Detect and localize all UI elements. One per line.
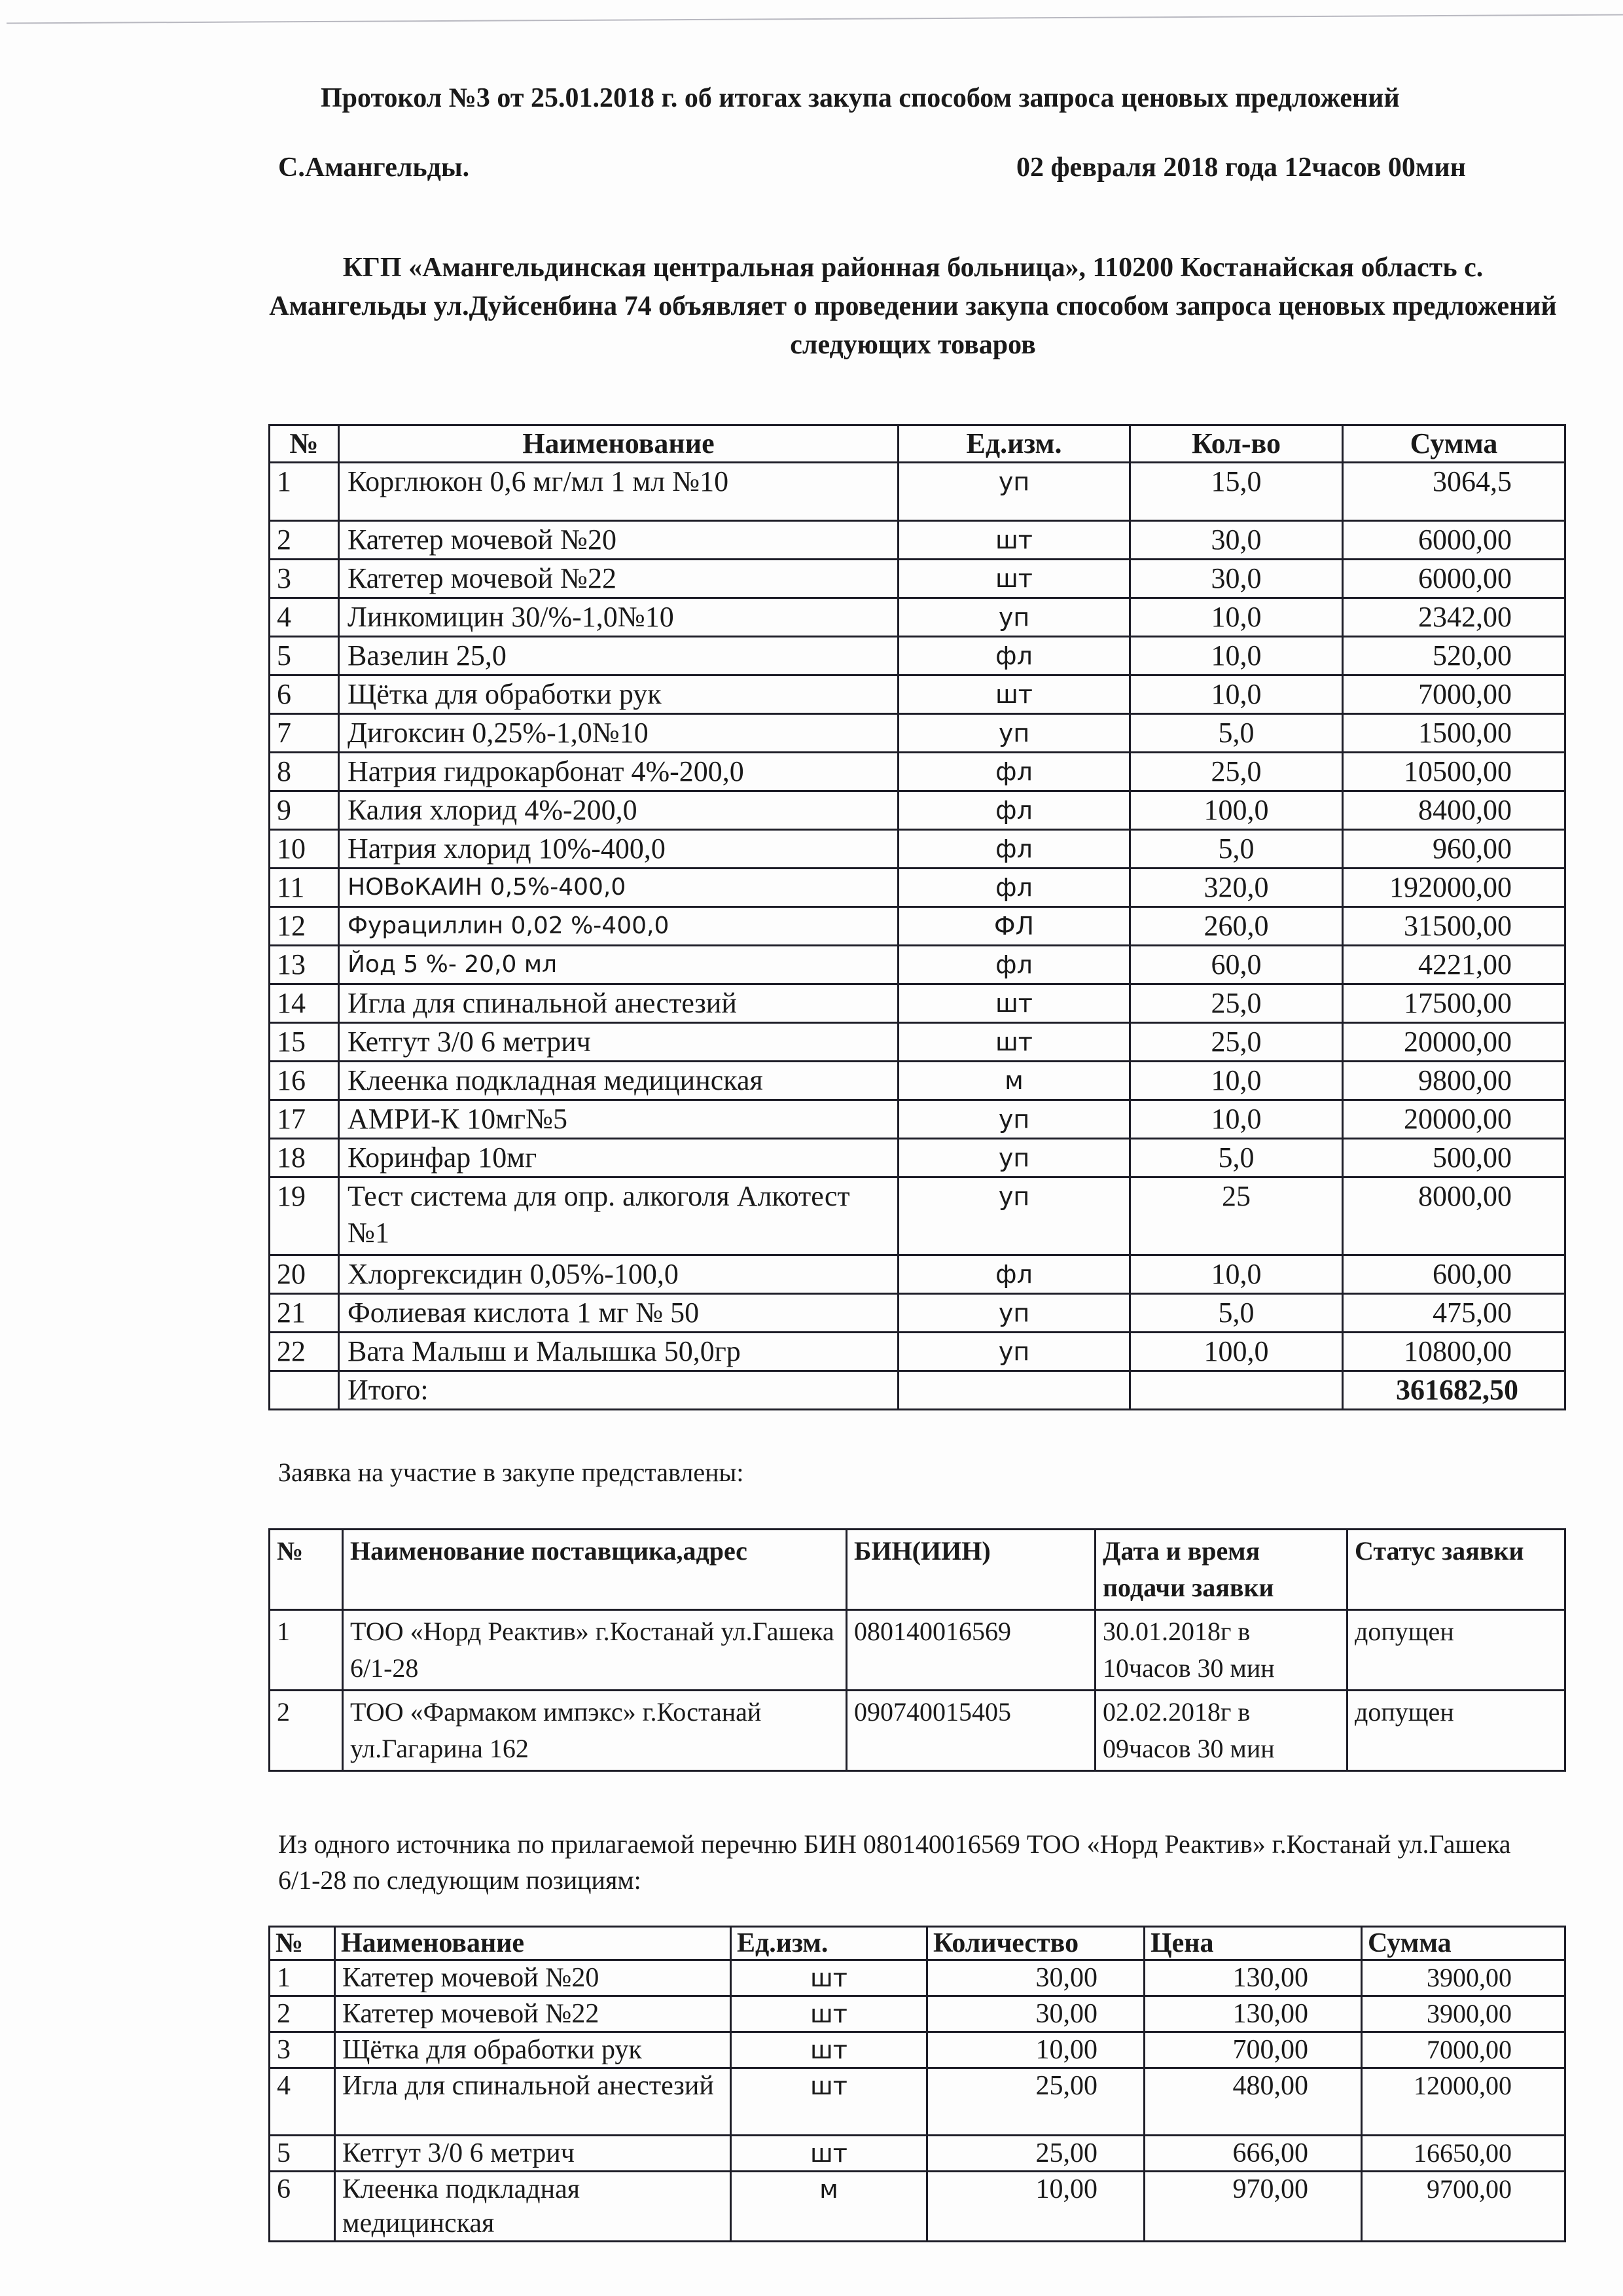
item-price: 970,00 (1145, 2172, 1362, 2242)
row-number: 3 (270, 2032, 335, 2068)
supplier-name-address: ТОО «Норд Реактив» г.Костанай ул.Гашека 6/1-28 (343, 1610, 847, 1691)
item-name: Вата Малыш и Малышка 50,0гр (339, 1333, 899, 1371)
item-price: 130,00 (1145, 1960, 1362, 1996)
col-header-status: Статус заявки (1347, 1530, 1565, 1610)
row-number: 12 (270, 907, 339, 946)
single-source-row (270, 1960, 1565, 1996)
item-name: Тест система для опр. алкоголя Алкотест №1 (339, 1177, 899, 1255)
document-title: Протокол №3 от 25.01.2018 г. об итогах закупа способом запроса ценовых предложений (321, 83, 1400, 113)
item-qty: 30,0 (1130, 560, 1343, 598)
col-header-price: Цена (1145, 1927, 1362, 1960)
col-header-bin: БИН(ИИН) (847, 1530, 1096, 1610)
goods-row (270, 946, 1565, 984)
row-number: 1 (270, 463, 339, 521)
item-sum: 20000,00 (1343, 1023, 1565, 1062)
single-source-row (270, 2032, 1565, 2068)
item-price: 666,00 (1145, 2136, 1362, 2172)
goods-row (270, 830, 1565, 869)
row-number: 5 (270, 2136, 335, 2172)
item-unit: шт (899, 521, 1130, 560)
single-source-table (268, 1926, 1566, 2242)
goods-row (270, 521, 1565, 560)
item-name: Линкомицин 30/%-1,0№10 (339, 598, 899, 637)
item-qty: 5,0 (1130, 1139, 1343, 1177)
row-number: 4 (270, 598, 339, 637)
item-unit: ФЛ (899, 907, 1130, 946)
item-sum: 520,00 (1343, 637, 1565, 675)
item-name: Клеенка подкладная медицинская (335, 2172, 731, 2242)
item-name: Катетер мочевой №22 (335, 1996, 731, 2032)
item-sum: 475,00 (1343, 1294, 1565, 1333)
item-unit: шт (731, 2136, 927, 2172)
supplier-bin: 090740015405 (847, 1691, 1096, 1771)
goods-row (270, 1333, 1565, 1371)
row-number: 5 (270, 637, 339, 675)
scan-edge-line (7, 14, 1623, 24)
item-name: Кетгут 3/0 6 метрич (339, 1023, 899, 1062)
item-qty: 100,0 (1130, 1333, 1343, 1371)
supplier-name-address: ТОО «Фармаком импэкс» г.Костанай ул.Гагарина 162 (343, 1691, 847, 1771)
goods-row (270, 463, 1565, 521)
item-sum: 960,00 (1343, 830, 1565, 869)
item-name: Фурациллин 0,02 %-400,0 (339, 907, 899, 946)
item-sum: 2342,00 (1343, 598, 1565, 637)
item-sum: 4221,00 (1343, 946, 1565, 984)
item-unit: фл (899, 791, 1130, 830)
item-name: Дигоксин 0,25%-1,0№10 (339, 714, 899, 753)
item-qty: 260,0 (1130, 907, 1343, 946)
item-qty: 25,0 (1130, 1023, 1343, 1062)
document-datetime: 02 февраля 2018 года 12часов 00мин (1016, 152, 1466, 183)
item-qty: 10,0 (1130, 1255, 1343, 1294)
goods-row (270, 714, 1565, 753)
item-sum: 9700,00 (1362, 2172, 1565, 2242)
item-name: Катетер мочевой №20 (339, 521, 899, 560)
col-header-number: № (270, 425, 339, 463)
item-price: 130,00 (1145, 1996, 1362, 2032)
item-qty: 10,00 (927, 2172, 1145, 2242)
item-unit: уп (899, 463, 1130, 521)
item-name: Клеенка подкладная медицинская (339, 1062, 899, 1100)
item-name: Игла для спинальной анестезий (335, 2068, 731, 2136)
total-empty-cell (270, 1371, 339, 1410)
item-sum: 3064,5 (1343, 463, 1565, 521)
item-qty: 25,0 (1130, 984, 1343, 1023)
item-qty: 30,00 (927, 1960, 1145, 1996)
item-name: Катетер мочевой №22 (339, 560, 899, 598)
row-number: 17 (270, 1100, 339, 1139)
row-number: 7 (270, 714, 339, 753)
single-source-table-header (270, 1927, 1565, 1960)
item-sum: 192000,00 (1343, 869, 1565, 907)
goods-row (270, 598, 1565, 637)
total-sum: 361682,50 (1343, 1371, 1565, 1410)
single-source-intro: Из одного источника по прилагаемой перечню БИН 080140016569 ТОО «Норд Реактив» г.Костанай ул.Гашека 6/1-28 по следующим позициям: (278, 1829, 1511, 1895)
col-header-submitted: Дата и время подачи заявки (1096, 1530, 1347, 1610)
item-name: Щётка для обработки рук (339, 675, 899, 714)
item-qty: 25,00 (927, 2136, 1145, 2172)
goods-row (270, 1062, 1565, 1100)
item-sum: 3900,00 (1362, 1996, 1565, 2032)
row-number: 2 (270, 1691, 343, 1771)
item-sum: 8400,00 (1343, 791, 1565, 830)
item-qty: 25,00 (927, 2068, 1145, 2136)
item-unit: фл (899, 1255, 1130, 1294)
item-unit: уп (899, 598, 1130, 637)
item-qty: 5,0 (1130, 714, 1343, 753)
item-sum: 600,00 (1343, 1255, 1565, 1294)
item-name: Коринфар 10мг (339, 1139, 899, 1177)
item-name: Корглюкон 0,6 мг/мл 1 мл №10 (339, 463, 899, 521)
item-name: Хлоргексидин 0,05%-100,0 (339, 1255, 899, 1294)
item-qty: 320,0 (1130, 869, 1343, 907)
row-number: 3 (270, 560, 339, 598)
row-number: 22 (270, 1333, 339, 1371)
goods-row (270, 984, 1565, 1023)
col-header-number: № (270, 1927, 335, 1960)
item-price: 480,00 (1145, 2068, 1362, 2136)
item-unit: шт (731, 1960, 927, 1996)
goods-row (270, 637, 1565, 675)
row-number: 18 (270, 1139, 339, 1177)
item-qty: 15,0 (1130, 463, 1343, 521)
item-unit: фл (899, 869, 1130, 907)
application-row (270, 1691, 1565, 1771)
item-unit: шт (899, 1023, 1130, 1062)
item-unit: фл (899, 830, 1130, 869)
item-unit: уп (899, 714, 1130, 753)
row-number: 6 (270, 675, 339, 714)
item-sum: 12000,00 (1362, 2068, 1565, 2136)
goods-row (270, 753, 1565, 791)
total-label: Итого: (339, 1371, 899, 1410)
single-source-row (270, 1996, 1565, 2032)
item-name: АМРИ-К 10мг№5 (339, 1100, 899, 1139)
item-sum: 16650,00 (1362, 2136, 1565, 2172)
item-qty: 25,0 (1130, 753, 1343, 791)
item-name: Игла для спинальной анестезий (339, 984, 899, 1023)
row-number: 8 (270, 753, 339, 791)
item-qty: 10,0 (1130, 598, 1343, 637)
item-qty: 5,0 (1130, 830, 1343, 869)
item-sum: 6000,00 (1343, 521, 1565, 560)
row-number: 21 (270, 1294, 339, 1333)
goods-row (270, 791, 1565, 830)
row-number: 1 (270, 1610, 343, 1691)
item-unit: фл (899, 753, 1130, 791)
application-row (270, 1610, 1565, 1691)
item-unit: уп (899, 1139, 1130, 1177)
item-name: Вазелин 25,0 (339, 637, 899, 675)
item-name: Щётка для обработки рук (335, 2032, 731, 2068)
item-qty: 25 (1130, 1177, 1343, 1255)
row-number: 4 (270, 2068, 335, 2136)
item-sum: 7000,00 (1343, 675, 1565, 714)
col-header-unit: Ед.изм. (899, 425, 1130, 463)
item-name: Натрия хлорид 10%-400,0 (339, 830, 899, 869)
item-unit: шт (731, 2032, 927, 2068)
submission-datetime: 02.02.2018г в 09часов 30 мин (1096, 1691, 1347, 1771)
single-source-row (270, 2136, 1565, 2172)
col-header-qty: Количество (927, 1927, 1145, 1960)
item-unit: фл (899, 946, 1130, 984)
item-sum: 500,00 (1343, 1139, 1565, 1177)
supplier-bin: 080140016569 (847, 1610, 1096, 1691)
item-sum: 9800,00 (1343, 1062, 1565, 1100)
applications-table (268, 1528, 1566, 1772)
item-sum: 7000,00 (1362, 2032, 1565, 2068)
application-status: допущен (1347, 1691, 1565, 1771)
row-number: 15 (270, 1023, 339, 1062)
item-unit: шт (899, 984, 1130, 1023)
item-name: Натрия гидрокарбонат 4%-200,0 (339, 753, 899, 791)
goods-row (270, 1100, 1565, 1139)
row-number: 2 (270, 521, 339, 560)
row-number: 14 (270, 984, 339, 1023)
item-unit: шт (731, 2068, 927, 2136)
item-sum: 6000,00 (1343, 560, 1565, 598)
item-qty: 30,00 (927, 1996, 1145, 2032)
item-name: Кетгут 3/0 6 метрич (335, 2136, 731, 2172)
announcement-text: КГП «Амангельдинская центральная районная больница», 110200 Костанайская область с. Амангельды ул.Дуйсенбина 74 объявляет о проведении закупа способом запроса ценовых предложений следующих товаров (269, 253, 1557, 360)
goods-table-header (270, 425, 1565, 463)
goods-row (270, 1139, 1565, 1177)
col-header-number: № (270, 1530, 343, 1610)
goods-total-row (270, 1371, 1565, 1410)
item-name: Фолиевая кислота 1 мг № 50 (339, 1294, 899, 1333)
item-sum: 20000,00 (1343, 1100, 1565, 1139)
row-number: 2 (270, 1996, 335, 2032)
applications-table-header (270, 1530, 1565, 1610)
item-sum: 3900,00 (1362, 1960, 1565, 1996)
item-qty: 100,0 (1130, 791, 1343, 830)
item-unit: уп (899, 1333, 1130, 1371)
item-unit: м (899, 1062, 1130, 1100)
item-qty: 10,0 (1130, 1100, 1343, 1139)
item-qty: 60,0 (1130, 946, 1343, 984)
goods-row (270, 907, 1565, 946)
item-sum: 31500,00 (1343, 907, 1565, 946)
row-number: 20 (270, 1255, 339, 1294)
row-number: 19 (270, 1177, 339, 1255)
item-qty: 30,0 (1130, 521, 1343, 560)
item-qty: 10,0 (1130, 637, 1343, 675)
item-unit: уп (899, 1294, 1130, 1333)
goods-row (270, 1294, 1565, 1333)
item-unit: шт (731, 1996, 927, 2032)
item-name: Калия хлорид 4%-200,0 (339, 791, 899, 830)
row-number: 9 (270, 791, 339, 830)
total-empty-cell (1130, 1371, 1343, 1410)
goods-row (270, 1255, 1565, 1294)
item-qty: 10,0 (1130, 1062, 1343, 1100)
item-name: Катетер мочевой №20 (335, 1960, 731, 1996)
item-unit: уп (899, 1100, 1130, 1139)
col-header-sum: Сумма (1343, 425, 1565, 463)
goods-table (268, 424, 1566, 1410)
item-unit: фл (899, 637, 1130, 675)
goods-row (270, 1177, 1565, 1255)
item-sum: 17500,00 (1343, 984, 1565, 1023)
col-header-name: Наименование (339, 425, 899, 463)
item-sum: 1500,00 (1343, 714, 1565, 753)
row-number: 16 (270, 1062, 339, 1100)
single-source-row (270, 2068, 1565, 2136)
col-header-supplier: Наименование поставщика,адрес (343, 1530, 847, 1610)
item-sum: 8000,00 (1343, 1177, 1565, 1255)
item-unit: шт (899, 560, 1130, 598)
item-sum: 10500,00 (1343, 753, 1565, 791)
item-qty: 10,0 (1130, 675, 1343, 714)
item-price: 700,00 (1145, 2032, 1362, 2068)
row-number: 10 (270, 830, 339, 869)
col-header-sum: Сумма (1362, 1927, 1565, 1960)
goods-row (270, 869, 1565, 907)
goods-row (270, 560, 1565, 598)
item-name: НОВоКАИН 0,5%-400,0 (339, 869, 899, 907)
item-name: Йод 5 %- 20,0 мл (339, 946, 899, 984)
application-status: допущен (1347, 1610, 1565, 1691)
col-header-qty: Кол-во (1130, 425, 1343, 463)
item-unit: м (731, 2172, 927, 2242)
total-empty-cell (899, 1371, 1130, 1410)
row-number: 6 (270, 2172, 335, 2242)
item-qty: 10,00 (927, 2032, 1145, 2068)
document-place: С.Амангельды. (278, 152, 470, 183)
row-number: 1 (270, 1960, 335, 1996)
submission-datetime: 30.01.2018г в 10часов 30 мин (1096, 1610, 1347, 1691)
goods-row (270, 675, 1565, 714)
goods-row (270, 1023, 1565, 1062)
item-qty: 5,0 (1130, 1294, 1343, 1333)
row-number: 13 (270, 946, 339, 984)
col-header-unit: Ед.изм. (731, 1927, 927, 1960)
item-unit: шт (899, 675, 1130, 714)
single-source-row (270, 2172, 1565, 2242)
item-sum: 10800,00 (1343, 1333, 1565, 1371)
applications-intro: Заявка на участие в закупе представлены: (278, 1458, 744, 1487)
col-header-name: Наименование (335, 1927, 731, 1960)
item-unit: уп (899, 1177, 1130, 1255)
row-number: 11 (270, 869, 339, 907)
